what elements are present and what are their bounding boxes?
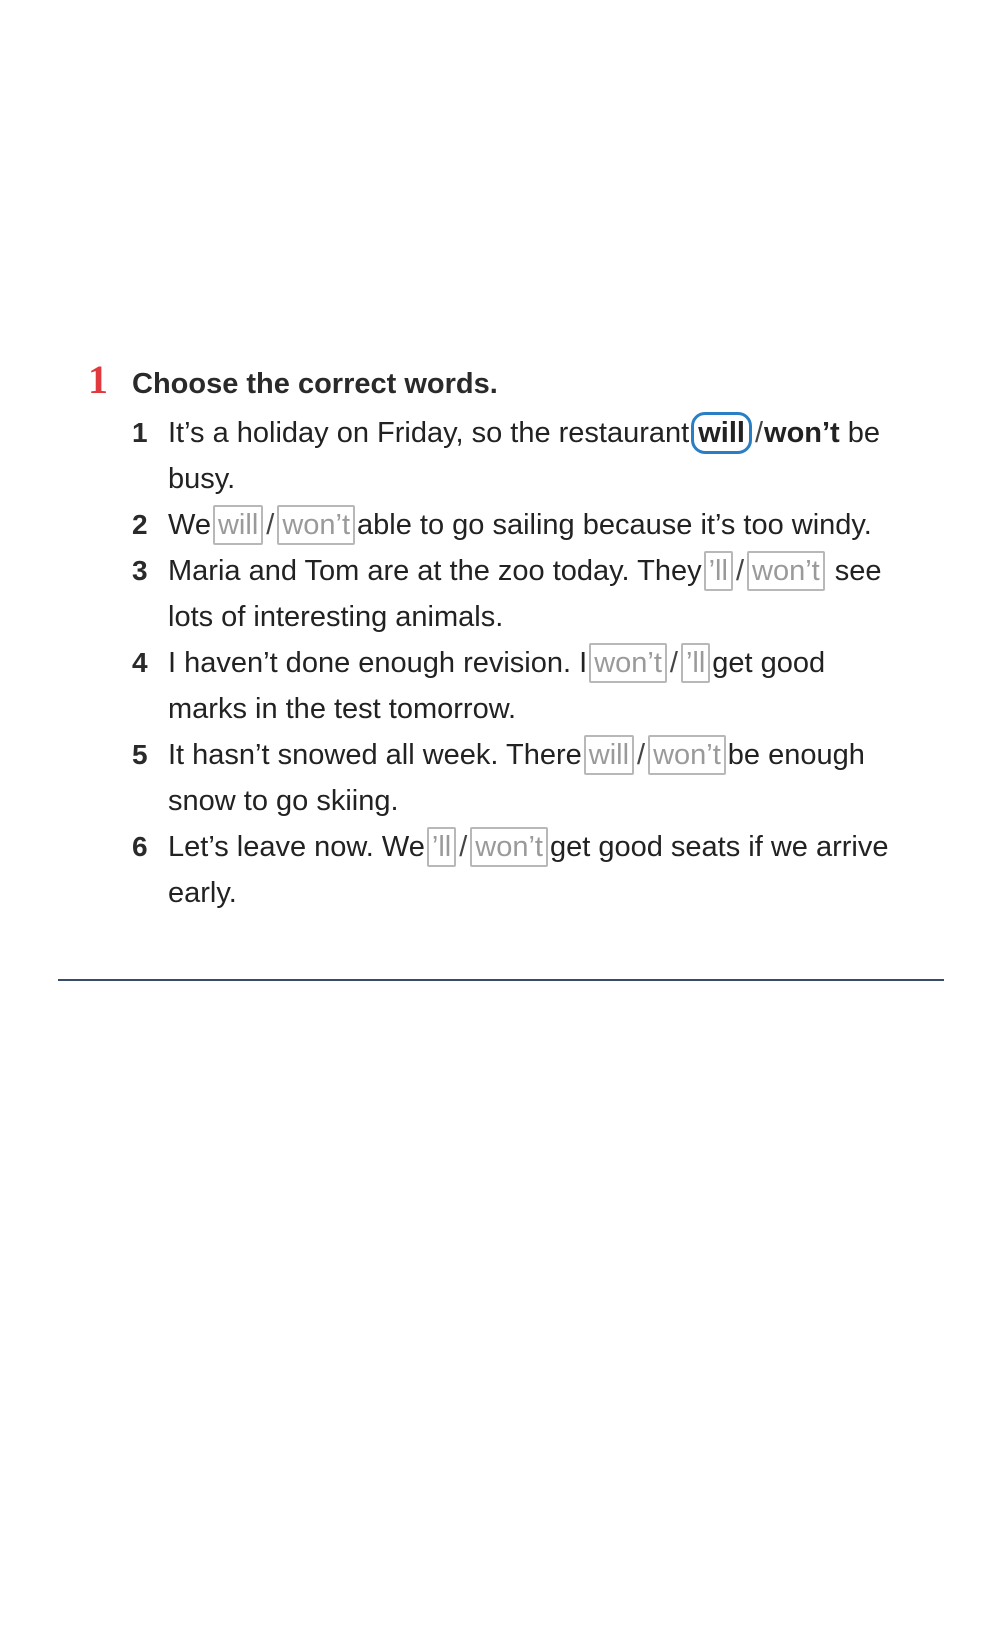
item-number: 4 [132,647,148,678]
item-text-before: We [168,509,211,541]
item-number: 6 [132,831,148,862]
exercise-number: 1 [88,357,108,402]
option-wont-box[interactable]: won’t [747,551,825,591]
item-text-after: be busy. [168,417,881,495]
item-text-before: Let’s leave now. We [168,831,425,863]
item-text-before: I haven’t done enough revision. I [168,647,588,679]
item-number: 3 [132,555,148,586]
option-ll-box[interactable]: ’ll [681,643,710,683]
option-will-selected[interactable]: will [691,412,752,454]
section-divider [58,979,944,981]
option-wont-box[interactable]: won’t [277,505,355,545]
option-will-box[interactable]: will [584,735,634,775]
option-will-box[interactable]: will [213,505,263,545]
option-ll-box[interactable]: ’ll [704,551,733,591]
exercise-item-1 [88,410,908,502]
item-number: 2 [132,509,148,540]
exercise-item-5 [88,732,908,824]
option-separator: / [669,647,678,679]
option-separator: / [637,739,646,771]
option-wont[interactable]: won’t [764,417,840,449]
option-wont-box[interactable]: won’t [589,643,667,683]
exercise-item-3 [88,548,908,640]
item-text-before: It’s a holiday on Friday, so the restaurant [168,417,690,449]
item-number: 1 [132,417,148,448]
item-text-after: get good marks in the test tomorrow. [168,647,826,725]
item-text-before: It hasn’t snowed all week. There [168,739,582,771]
exercise-item-4 [88,640,908,732]
option-separator: / [735,555,744,587]
exercise-items [88,410,968,916]
option-separator: / [754,417,764,449]
exercise-header [88,357,968,408]
exercise-instruction: Choose the correct words. [132,368,498,400]
item-text-after: be enough snow to go skiing. [168,739,865,817]
item-text-after: see lots of interesting animals. [168,555,882,633]
option-separator: / [459,831,468,863]
item-text-before: Maria and Tom are at the zoo today. They [168,555,702,587]
item-text-after: get good seats if we arrive early. [168,831,889,909]
option-wont-box[interactable]: won’t [470,827,548,867]
option-ll-box[interactable]: ’ll [427,827,456,867]
exercise-1 [88,357,968,916]
item-number: 5 [132,739,148,770]
exercise-item-6 [88,824,908,916]
item-text-after: able to go sailing because it’s too windy. [357,509,872,541]
option-separator: / [266,509,275,541]
option-wont-box[interactable]: won’t [648,735,726,775]
exercise-item-2 [88,502,908,548]
